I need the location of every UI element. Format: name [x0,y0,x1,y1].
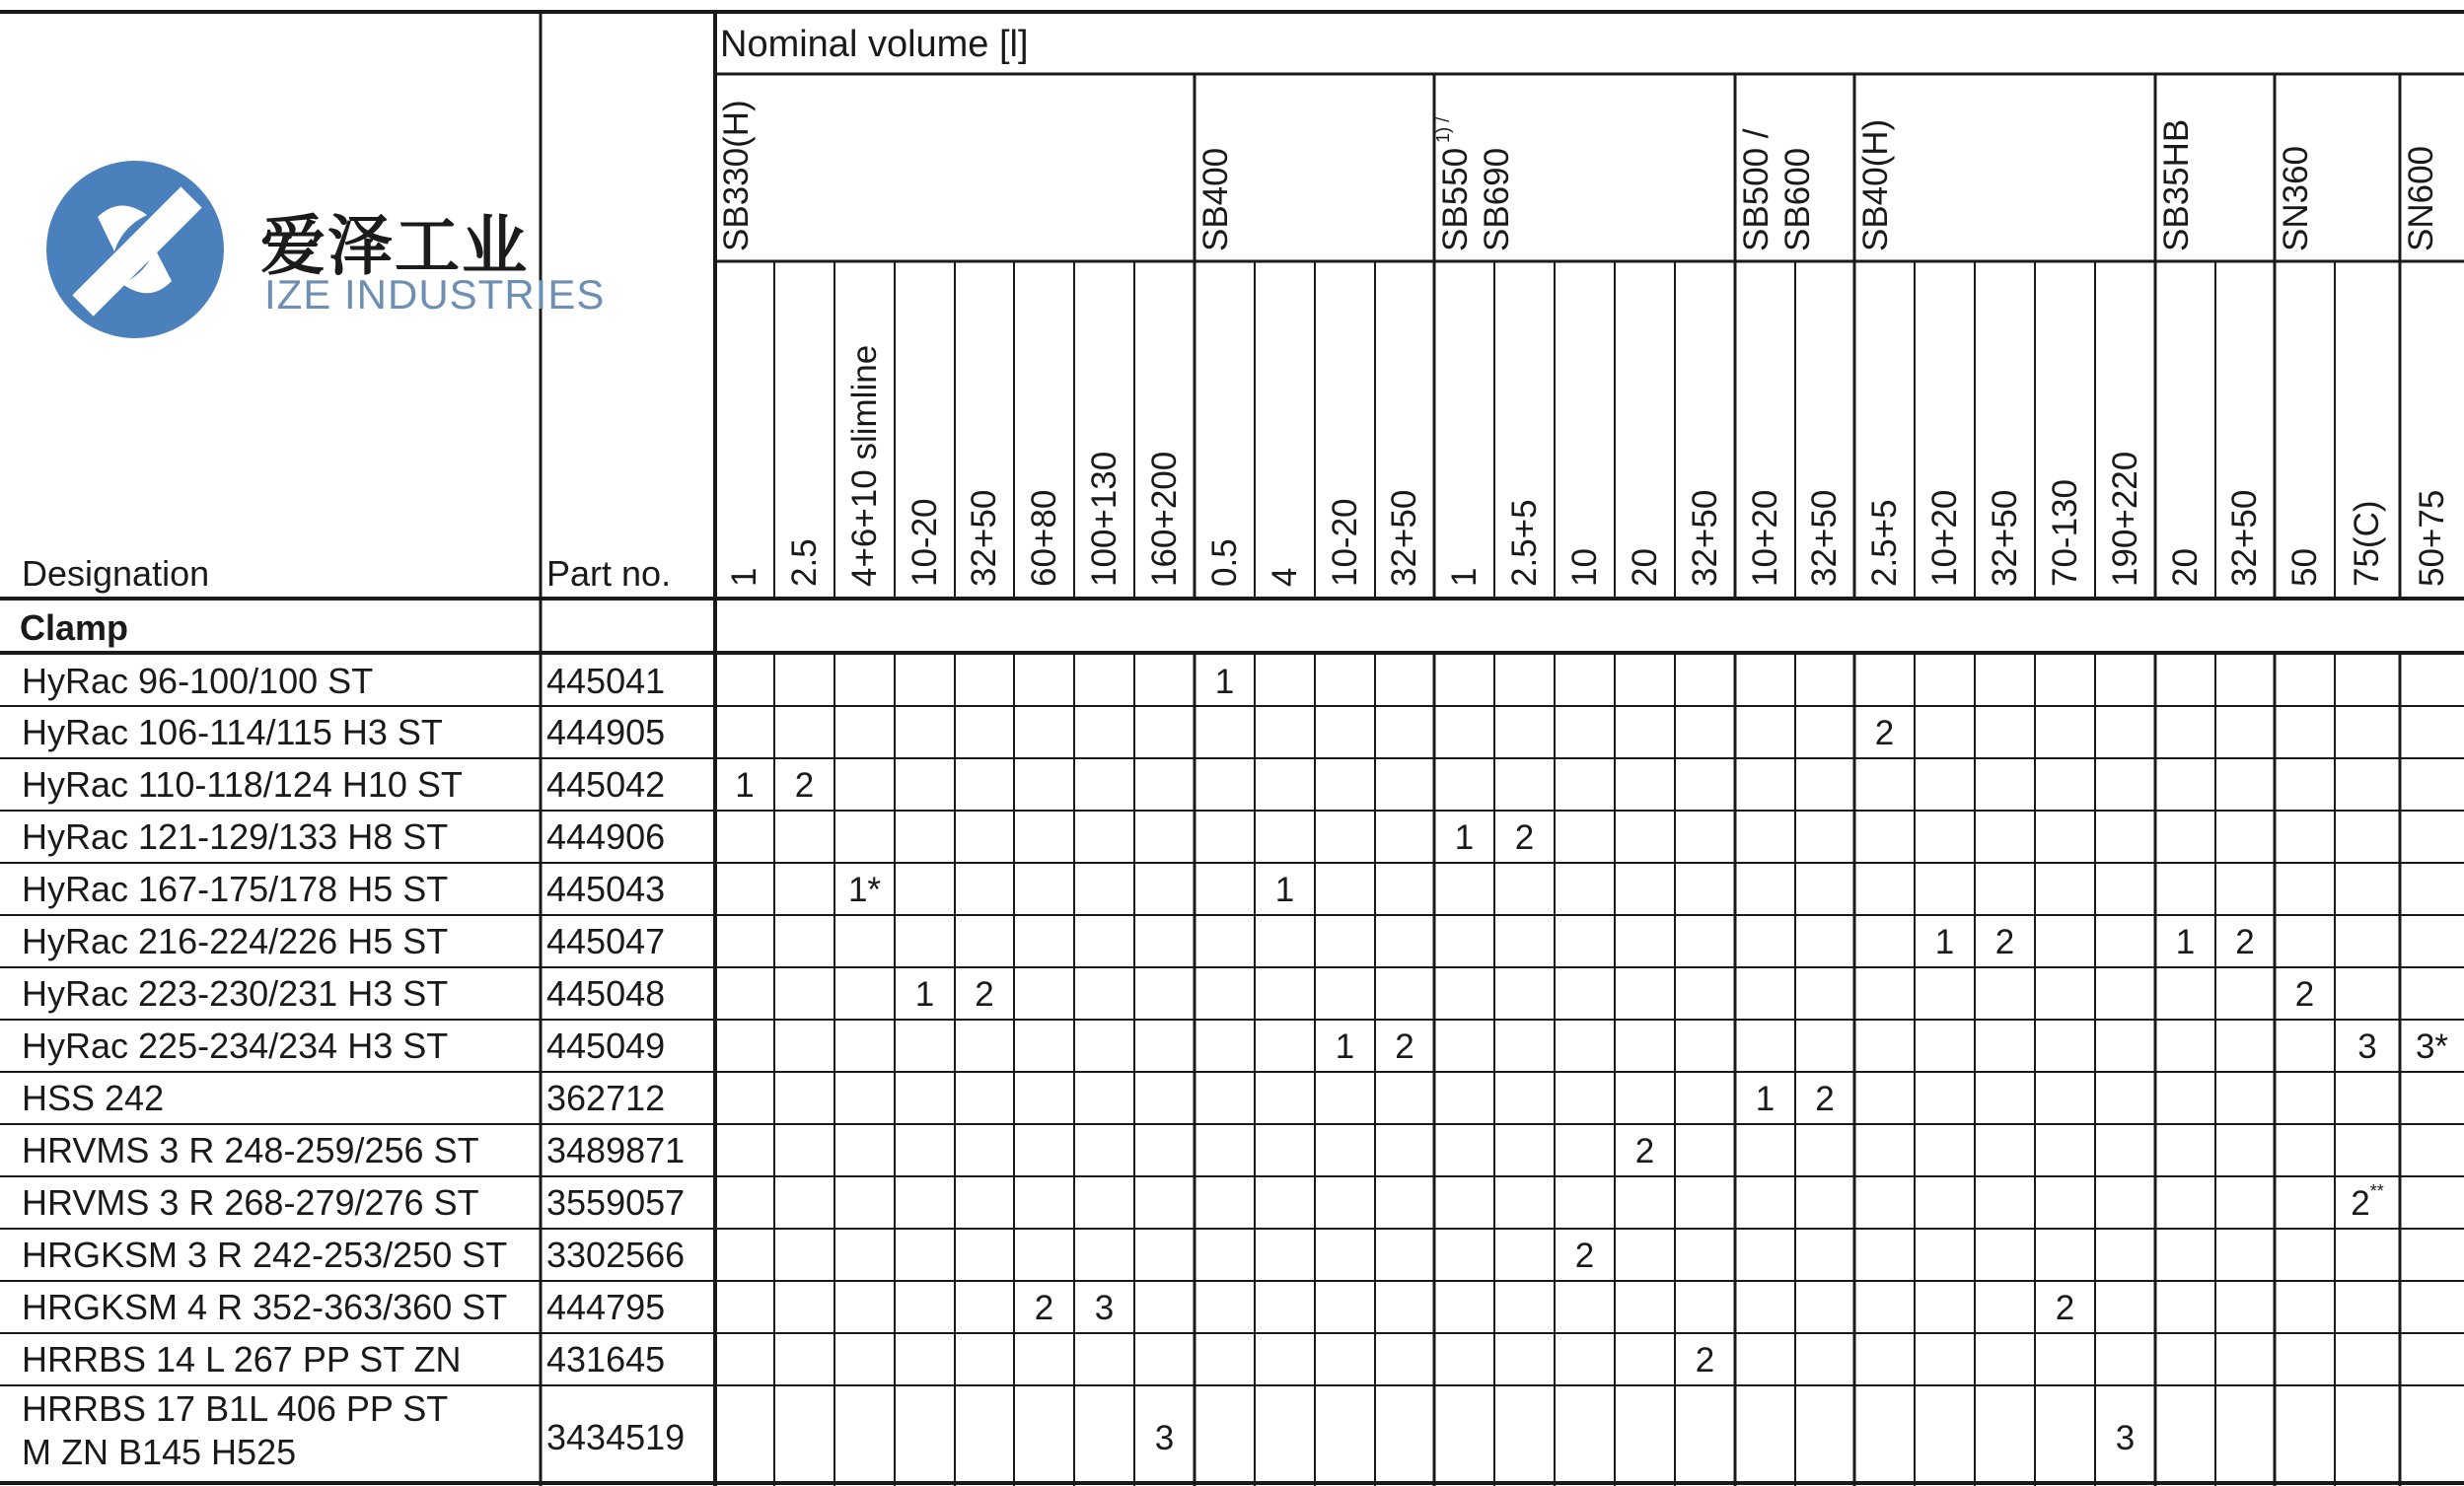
group-name: SN360 [2277,145,2315,251]
quantity-value: 2 [1695,1340,1715,1380]
quantity-cell [1434,817,1494,857]
row-part-number: 444905 [546,711,666,752]
quantity-cell [2215,922,2275,961]
quantity-value: 3 [1154,1418,1175,1457]
partno-header: Part no. [546,553,672,594]
quantity-cell [1014,1288,1074,1327]
quantity-value: 2 [1574,1236,1595,1275]
column-header: 32+50 [965,489,1003,587]
logo-chinese-name: 爱泽工业 [260,208,529,284]
row-designation: HyRac 167-175/178 H5 ST [22,868,449,909]
logo-english-name: IZE INDUSTRIES [264,271,606,318]
quantity-value: 2 [1514,817,1535,857]
column-header: 70-130 [2045,479,2084,587]
quantity-value: 2 [2235,922,2255,961]
quantity-value: 2 [2351,1183,2370,1223]
quantity-value: 2 [794,765,815,805]
column-header: 32+50 [1385,489,1423,587]
row-designation: HRVMS 3 R 268-279/276 ST [22,1181,479,1223]
column-header: 75(C) [2348,500,2386,587]
row-designation: HRVMS 3 R 248-259/256 ST [22,1129,479,1170]
quantity-cell [1975,922,2035,961]
quantity-value: 3 [1094,1288,1115,1327]
quantity-cell [2400,1026,2464,1066]
quantity-cell [774,765,834,805]
row-part-number: 445041 [546,661,666,701]
quantity-value: 1 [1454,817,1475,857]
row-designation: HyRac 110-118/124 H10 ST [22,763,463,805]
group-name: SB500 / [1737,128,1776,251]
column-header: 2.5+5 [1864,499,1904,587]
column-header: 32+50 [1805,489,1844,587]
row-part-number: 3559057 [546,1181,686,1223]
row-part-number: 362712 [546,1077,666,1118]
quantity-value: 1 [2175,922,2196,961]
column-header: 4 [1265,567,1304,587]
row-designation: HRRBS 17 B1L 406 PP ST [22,1388,449,1429]
column-header: 10-20 [905,498,944,587]
group-header-1 [1198,148,1233,251]
column-header: 20 [2165,548,2205,587]
quantity-cell [2275,974,2335,1014]
row-part-number: 445047 [546,920,666,961]
quantity-value: 3 [2357,1026,2377,1066]
quantity-cell [1915,922,1975,961]
quantity-value: 3* [2415,1026,2449,1066]
quantity-value: 1 [1934,922,1955,961]
group-header-3 [1739,128,1774,251]
designation-header: Designation [22,553,210,594]
group-name: SB550 [1436,147,1475,251]
quantity-value: 1 [1274,870,1295,909]
row-designation: HyRac 216-224/226 H5 ST [22,920,449,961]
column-header: 160+200 [1144,451,1184,587]
quantity-cell [1494,817,1555,857]
quantity-cell [955,974,1014,1014]
column-header: 32+50 [2225,489,2264,587]
quantity-cell [1675,1340,1735,1380]
row-part-number: 3434519 [546,1416,686,1457]
quantity-value: 1* [847,870,882,909]
row-part-number: 3489871 [546,1129,686,1170]
quantity-cell [1555,1238,1615,1273]
quantity-value: 2 [1634,1131,1655,1170]
column-header: 20 [1625,548,1664,587]
section-clamp-label: Clamp [20,607,129,648]
quantity-value: 2 [2294,974,2315,1014]
quantity-cell [834,870,895,909]
quantity-cell [1255,870,1315,909]
row-part-number: 445049 [546,1025,666,1066]
quantity-cell [1854,713,1915,752]
column-header: 32+50 [1985,489,2024,587]
quantity-value: 1 [914,974,935,1014]
column-header: 0.5 [1204,538,1244,587]
quantity-footnote-mark: ** [2369,1180,2384,1201]
row-designation: HyRac 121-129/133 H8 ST [22,815,449,857]
row-part-number: 444906 [546,815,666,857]
row-part-number: 3302566 [546,1234,686,1275]
quantity-cell [895,974,955,1014]
nominal-volume-header: Nominal volume [l] [720,24,1029,65]
column-header: 10 [1564,548,1604,587]
quantity-cell [1134,1418,1195,1457]
quantity-cell [1795,1079,1854,1118]
row-designation: HyRac 106-114/115 H3 ST [22,711,443,752]
row-designation: HyRac 225-234/234 H3 ST [22,1025,449,1066]
group-header-0 [719,100,754,251]
column-header: 10+20 [1745,489,1784,587]
quantity-cell [1375,1026,1434,1066]
quantity-value: 3 [2115,1418,2136,1457]
group-header-6 [2279,146,2313,251]
row-part-number: 431645 [546,1338,666,1380]
row-designation: M ZN B145 H525 [22,1432,297,1472]
group-header-2 [1433,116,1475,251]
quantity-cell [1615,1131,1675,1170]
group-name: SB400 [1196,147,1235,251]
column-header: 10-20 [1325,498,1364,587]
column-header: 190+220 [2105,451,2144,587]
column-header: 10+20 [1924,489,1964,587]
group-name: SB35HB [2157,118,2196,251]
quantity-cell [1195,665,1255,699]
row-designation: HyRac 223-230/231 H3 ST [22,972,449,1014]
group-name: SN600 [2402,145,2440,251]
quantity-cell [1315,1026,1375,1066]
quantity-cell [1074,1288,1134,1327]
column-header: 2.5 [784,538,824,587]
column-header: 2.5+5 [1504,499,1544,587]
quantity-cell [2335,1180,2400,1223]
column-header: 1 [1444,567,1484,587]
quantity-cell [1735,1079,1795,1118]
row-part-number: 445043 [546,868,666,909]
quantity-cell [2335,1026,2400,1066]
column-header: 4+6+10 slimline [844,344,884,587]
column-header: 32+50 [1685,489,1724,587]
row-part-number: 444795 [546,1286,666,1327]
quantity-value: 2 [1395,1026,1414,1066]
group-header-line2-3: SB600 [1778,147,1817,251]
group-header-4 [1858,119,1893,251]
quantity-cell [2035,1288,2095,1327]
quantity-cell [2155,922,2215,961]
column-header: 60+80 [1024,489,1063,587]
quantity-value: 2 [2055,1288,2075,1327]
group-name: SB40(H) [1856,118,1895,251]
column-header: 1 [725,567,763,587]
quantity-cell [715,765,774,805]
quantity-value: 2 [975,974,994,1014]
row-designation: HRRBS 14 L 267 PP ST ZN [22,1338,462,1380]
quantity-value: 1 [1755,1079,1776,1118]
quantity-value: 1 [1214,663,1235,701]
quantity-value: 2 [1874,713,1895,752]
quantity-value: 2 [1815,1079,1835,1118]
quantity-value: 1 [735,765,755,805]
row-part-number: 445042 [546,763,666,805]
ize-logo-icon [43,158,227,341]
row-part-number: 445048 [546,972,666,1014]
group-header-5 [2159,119,2194,251]
row-designation: HRGKSM 3 R 242-253/250 ST [22,1234,508,1275]
group-header-line2-2: SB690 [1478,147,1516,251]
row-designation: HSS 242 [22,1077,165,1118]
group-name: SB330(H) [717,100,756,251]
column-header: 50+75 [2412,489,2451,587]
group-header-7 [2404,146,2438,251]
column-header: 100+130 [1084,451,1123,587]
quantity-value: 1 [1335,1026,1355,1066]
group-footnote-mark: 1) / [1433,116,1453,148]
quantity-value: 2 [1994,922,2015,961]
row-designation: HRGKSM 4 R 352-363/360 ST [22,1286,508,1327]
quantity-value: 2 [1034,1288,1054,1327]
row-designation: HyRac 96-100/100 ST [22,661,374,701]
column-header: 50 [2284,548,2324,587]
quantity-cell [2095,1418,2155,1457]
